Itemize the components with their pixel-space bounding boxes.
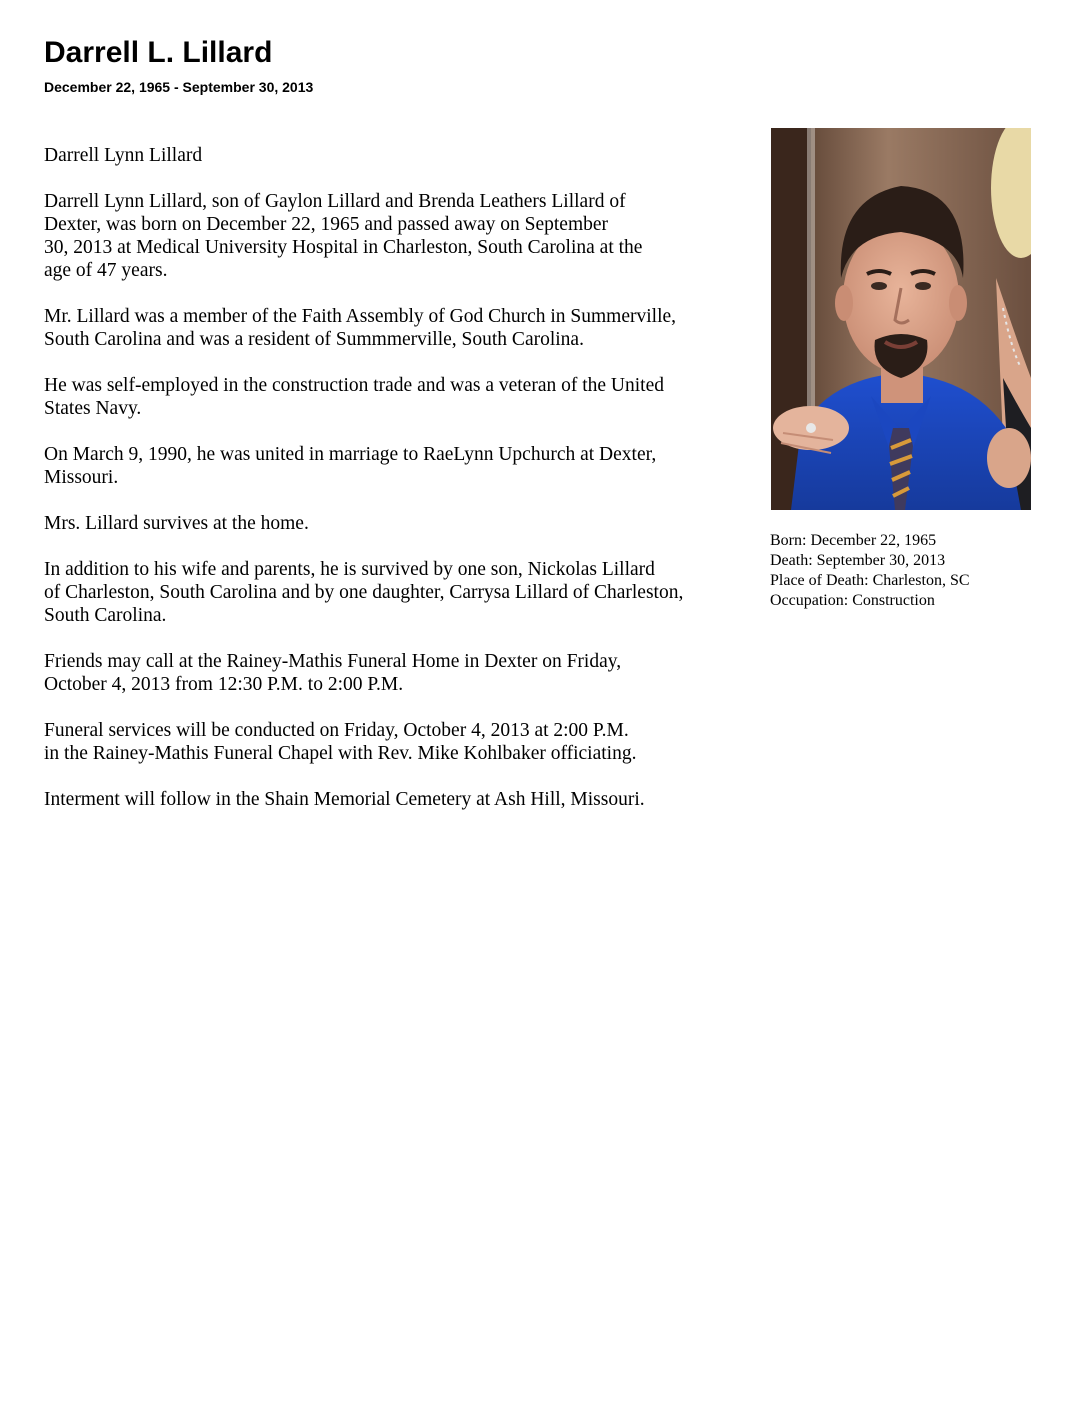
- place-of-death: Place of Death: Charleston, SC: [770, 572, 970, 589]
- obituary-paragraph: Mr. Lillard was a member of the Faith Assembly of God Church in Summerville, South Carolina and was a resident of Summmerville, South Carolina.: [44, 306, 677, 350]
- obituary-paragraph: Funeral services will be conducted on Friday, October 4, 2013 at 2:00 P.M. in the Rainey-Mathis Funeral Chapel with Rev. Mike Kohlbaker officiating.: [44, 720, 637, 764]
- portrait-photo: [771, 128, 1031, 510]
- obituary-paragraph: Interment will follow in the Shain Memorial Cemetery at Ash Hill, Missouri.: [44, 789, 645, 810]
- vital-facts: [770, 531, 1070, 611]
- life-dates: December 22, 1965 - September 30, 2013: [44, 79, 314, 95]
- occupation: Occupation: Construction: [770, 592, 935, 609]
- obituary-paragraph: On March 9, 1990, he was united in marriage to RaeLynn Upchurch at Dexter, Missouri.: [44, 444, 657, 488]
- obituary-paragraph: In addition to his wife and parents, he is survived by one son, Nickolas Lillard of Charleston, South Carolina and by one daughter, Carrysa Lillard of Charleston, South Carolina.: [44, 559, 684, 626]
- obituary-paragraph: Friends may call at the Rainey-Mathis Funeral Home in Dexter on Friday, October 4, 2013 from 12:30 P.M. to 2:00 P.M.: [44, 651, 622, 695]
- born-date: Born: December 22, 1965: [770, 532, 937, 549]
- obituary-name: Darrell L. Lillard: [44, 36, 273, 69]
- obituary-body: [44, 144, 759, 834]
- obituary-paragraph: Darrell Lynn Lillard, son of Gaylon Lillard and Brenda Leathers Lillard of Dexter, was born on December 22, 1965 and passed away on September 30, 2013 at Medical University Hospital in Charleston, South Carolina at the age of 47 years.: [44, 191, 643, 281]
- obituary-paragraph: He was self-employed in the construction trade and was a veteran of the United States Navy.: [44, 375, 664, 419]
- obituary-paragraph: Darrell Lynn Lillard: [44, 145, 203, 166]
- death-date: Death: September 30, 2013: [770, 552, 946, 569]
- obituary-paragraph: Mrs. Lillard survives at the home.: [44, 513, 309, 534]
